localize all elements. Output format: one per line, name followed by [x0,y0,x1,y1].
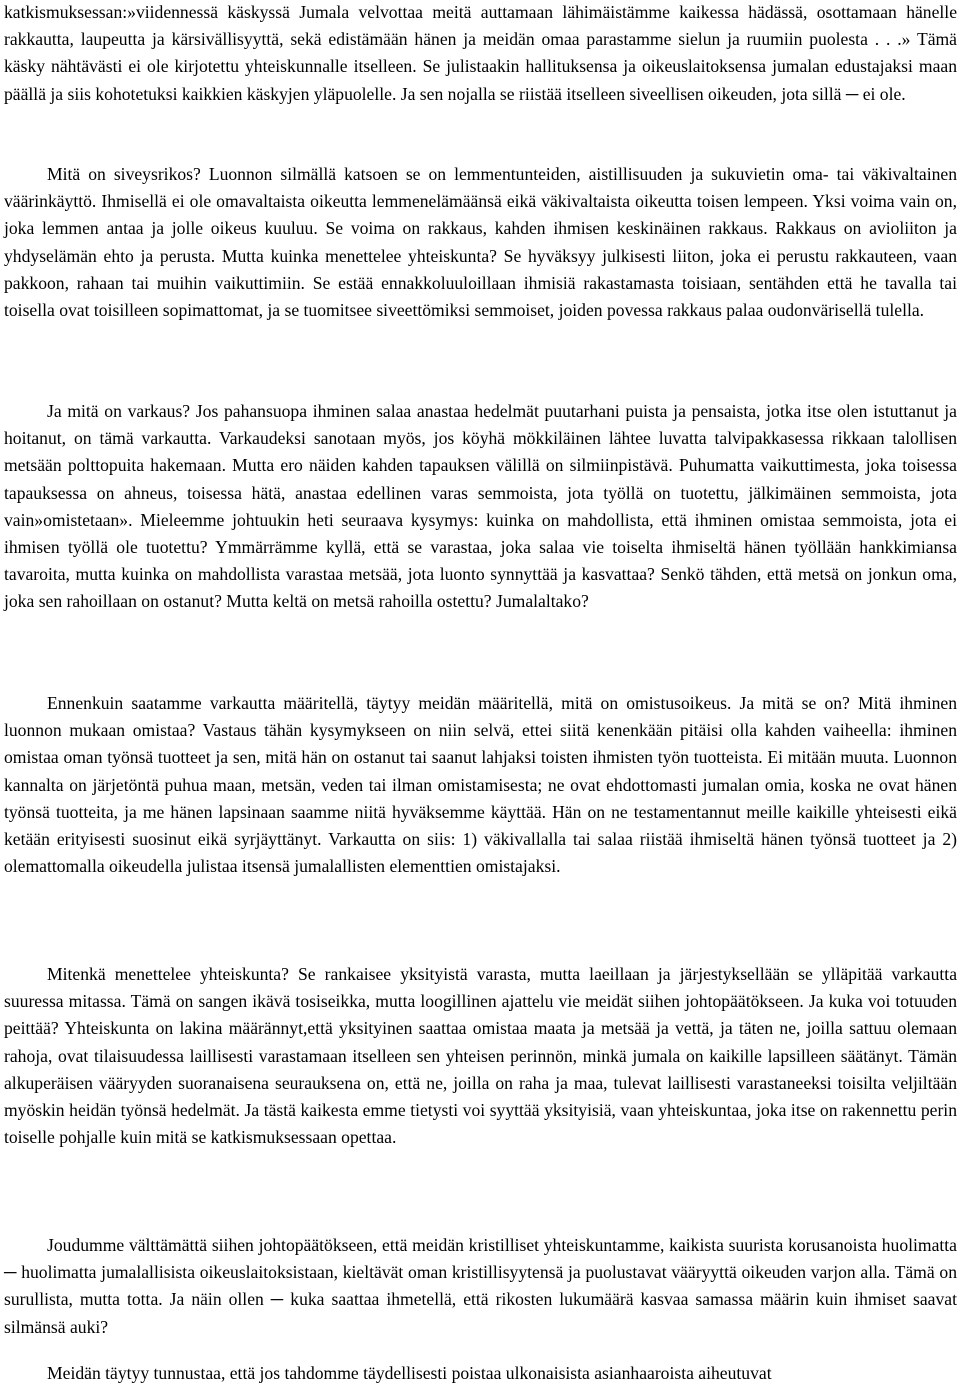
paragraph-5: Mitenkä menettelee yhteiskunta? Se rankaisee yksityistä varasta, mutta laeillaan ja järjestyksellään se ylläpitää varkautta suuressa mitassa. Tämä on sangen ikävä tosiseikka, mutta loogillinen ajattelu vie meidät siihen johtopäätökseen. Ja kuka voi totuuden peittää? Yhteiskunta on lakina määrännyt,että yksityinen saattaa omistaa maata ja metsää ja vettä, ja täten ne, joilla sattuu olemaan rahoja, ovat tilaisuudessa laillisesti varastamaan itselleen sen yhteisen perinnön, minkä jumala on kaikille lapsilleen säätänyt. Tämän alkuperäisen vääryyden suoranaisena seurauksena on, että ne, joilla on raha ja maa, tulevat laillisesti varastaneeksi toisilta veljiltään myöskin heidän työnsä hedelmät. Ja tästä kaikesta emme tietysti voi syyttää yksityisiä, vaan yhteiskuntaa, joka itse on rakennettu perin toiselle pohjalle kuin mitä se katkismuksessaan opettaa. [4,964,957,1148]
paragraph-6: Joudumme välttämättä siihen johtopäätökseen, että meidän kristilliset yhteiskuntamme, kaikista suurista korusanoista huolimatta ─ huolimatta jumalallisista oikeuslaitoksistaan, kieltävät oman kristillisyytensä ja puolustavat vääryyttä oikeuden varjon alla. Tämä on surullista, mutta totta. Ja näin ollen ─ kuka saattaa ihmetellä, että rikosten lukumäärä kasvaa samassa määrin kuin ihmiset saavat silmänsä auki? [4,1235,957,1337]
paragraph-4: Ennenkuin saatamme varkautta määritellä, täytyy meidän määritellä, mitä on omistusoikeus. Ja mitä se on? Mitä ihminen luonnon mukaan omistaa? Vastaus tähän kysymykseen on niin selvä, ettei siitä kenenkään pitäisi olla kahden vaiheella: ihminen omistaa oman työnsä tuotteet ja sen, mitä hän on ostanut tai saanut lahjaksi toisten ihmisten työn tuotteista. Ei mitään muuta. Luonnon kannalta on järjetöntä puhua maan, metsän, veden tai ilman omistamisesta; ne ovat ehdottomasti jumalan omia, koska ne ovat hänen työnsä tuotteita, ja me hänen lapsinaan saamme niitä hyväksemme käyttää. Hän on ne testamentannut meille kaikille yhteisesti eikä ketään erityisesti suosinut eikä syrjäyttänyt. Varkautta on siis: 1) väkivallalla tai salaa riistää ihmiseltä hänen työnsä tuotteet ja 2) olemattomalla oikeudella julistaa itsensä jumalallisten elementtien omistajaksi. [4,693,957,877]
paragraph-3: Ja mitä on varkaus? Jos pahansuopa ihminen salaa anastaa hedelmät puutarhani puista ja pensaista, jotka itse olen istuttanut ja hoitanut, on tämä varkautta. Varkaudeksi sanotaan myös, jos köyhä mökkiläinen lähtee luvatta talvipakkasessa rikkaan talollisen metsään polttopuita hakemaan. Mutta ero näiden kahden tapauksen välillä on silmiinpistävä. Puhumatta vaikuttimesta, joka toisessa tapauksessa on ahneus, toisessa hätä, anastaa edellinen varas semmoista, jota työllä on tuotettu, jälkimäinen semmoista, jota vain»omistetaan». Mieleemme johtuukin heti seuraava kysymys: kuinka on mahdollista, että ihminen omistaa semmoista, jota ei ihmisen työllä ole tuotettu? Ymmärrämme kyllä, että se varastaa, joka salaa vie toiselta ihmiseltä hänen työllään hankkimiansa tavaroita, mutta kuinka on mahdollista varastaa metsää, jota luonto synnyttää ja kasvattaa? Senkö tähden, että metsä on jonkun oma, joka sen rahoillaan on ostanut? Mutta keltä on metsä rahoilla ostettu? Jumalaltako? [4,401,957,612]
paragraph-7: Meidän täytyy tunnustaa, että jos tahdomme täydellisesti poistaa ulkonaisista asianhaaroista aiheutuvat [47,1363,772,1383]
paragraph-2: Mitä on siveysrikos? Luonnon silmällä katsoen se on lemmentunteiden, aistillisuuden ja sukuvietin oma- tai väkivaltainen väärinkäyttö. Ihmisellä ei ole omavaltaista oikeutta lemmenelämäänsä eikä väkivaltaista oikeutta toisen lempeen. Yksi voima vain on, joka lemmen antaa ja jolle oikeus kuuluu. Se voima on rakkaus, kahden ihmisen keskinäinen rakkaus. Rakkaus on avioliiton ja yhdyselämän ehto ja perusta. Mutta kuinka menettelee yhteiskunta? Se hyväksyy julkisesti liiton, joka ei perustu rakkauteen, vaan pakkoon, rahaan tai muihin vaikuttimiin. Se estää ennakkoluuloillaan ihmisiä rakastamasta toisiaan, sentähden että he tavalla tai toisella ovat toisilleen sopimattomat, ja se tuomitsee siveettömiksi semmoiset, joiden povessa rakkaus palaa oudonvärisellä tulella. [4,164,957,321]
paragraph-1: katkismuksessan:»viidennessä käskyssä Jumala velvottaa meitä auttamaan lähimäistämme kaikessa hädässä, osottamaan hänelle rakkautta, laupeutta ja kärsivällisyyttä, sekä edistämään hänen ja meidän omaa parastamme sielun ja ruumiin puolesta . . .» Tämä käsky nähtävästi ei ole kirjotettu yhteiskunnalle itselleen. Se julistaakin hallituksensa ja oikeuslaitoksensa jumalan edustajaksi maan päällä ja siis kohotetuksi kaikkien käskyjen yläpuolelle. Ja sen nojalla se riistää itselleen siveellisen oikeuden, jota sillä ─ ei ole. [4,2,957,104]
